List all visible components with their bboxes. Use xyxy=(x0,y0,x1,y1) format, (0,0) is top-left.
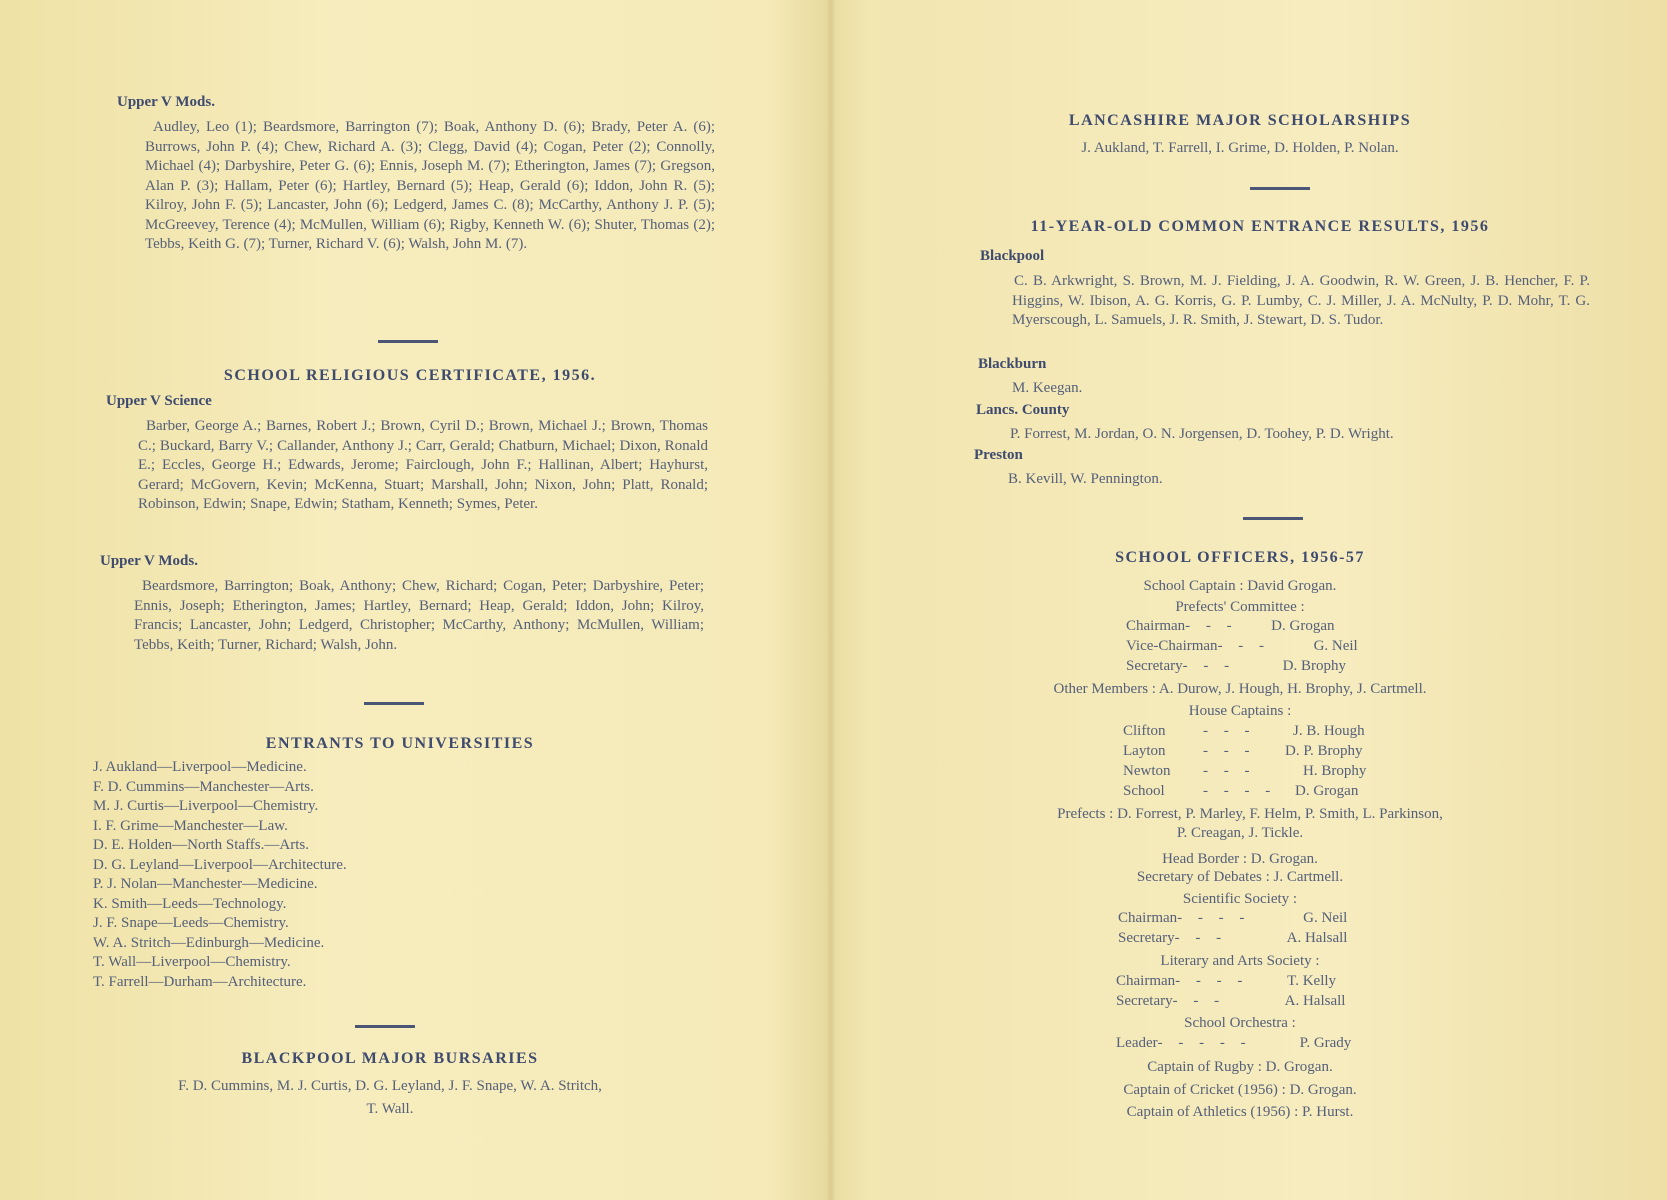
universities-list xyxy=(93,758,593,992)
list-item: T. Farrell—Durham—Architecture. xyxy=(93,973,307,990)
group-list-preston: B. Kevill, W. Pennington. xyxy=(1008,471,1163,487)
group-list-blackburn: M. Keegan. xyxy=(1012,380,1083,396)
house-captain-row: Clifton- - - J. B. Hough xyxy=(1123,723,1365,739)
list-item: T. Wall—Liverpool—Chemistry. xyxy=(93,954,291,970)
group-label-preston: Preston xyxy=(974,447,1023,463)
school-orchestra-heading: School Orchestra : xyxy=(1184,1015,1296,1031)
list-item: P. J. Nolan—Manchester—Medicine. xyxy=(93,876,318,892)
other-members: Other Members : A. Durow, J. Hough, H. Brophy, J. Cartmell. xyxy=(1053,681,1427,697)
upper-v-science-label: Upper V Science xyxy=(106,393,212,409)
captain-of-cricket: Captain of Cricket (1956) : D. Grogan. xyxy=(1123,1082,1357,1098)
scientific-secretary: Secretary- - - A. Halsall xyxy=(1118,930,1348,946)
committee-secretary: Secretary- - - D. Brophy xyxy=(1126,658,1346,674)
list-item: W. A. Stritch—Edinburgh—Medicine. xyxy=(93,934,325,951)
lancashire-heading: LANCASHIRE MAJOR SCHOLARSHIPS xyxy=(1068,112,1412,129)
upper-v-mods-results: Audley, Leo (1); Beardsmore, Barrington (7); Boak, Anthony D. (6); Brady, Peter A. (6); Burrows, John P. (4); Chew, Richard A. (3); Clegg, David (4); Cogan, Peter (2); Connolly, Michael (4); Darbyshire, Peter G. (6); Ennis, Joseph M. (7); Etherington, James (7); Gregson, Alan P. (3); Hallam, Peter (6); Hartley, Bernard (5); Heap, Gerald (6); Iddon, John R. (5); Kilroy, John F. (5); Lancaster, John (6); Ledgerd, James C. (8); McCarthy, Anthony J. P. (5); McGreevey, Terence (4); McMullen, William (6); Rigby, Kenneth W. (6); Shuter, Thomas (2); Tebbs, Keith G. (7); Turner, Richard V. (6); Walsh, John M. (7). xyxy=(145,119,715,252)
orchestra-leader: Leader- - - - - P. Grady xyxy=(1116,1035,1352,1051)
committee-vice-chairman: Vice-Chairman- - - G. Neil xyxy=(1126,638,1358,654)
bursaries-line-1: F. D. Cummins, M. J. Curtis, D. G. Leyland, J. F. Snape, W. A. Stritch, xyxy=(178,1078,602,1094)
school-officers-heading: SCHOOL OFFICERS, 1956-57 xyxy=(1115,549,1365,566)
list-item: D. G. Leyland—Liverpool—Architecture. xyxy=(93,856,347,873)
prefects-line-1: Prefects : D. Forrest, P. Marley, F. Helm, P. Smith, L. Parkinson, xyxy=(1057,806,1443,822)
house-captains-heading: House Captains : xyxy=(1188,703,1292,719)
prefects-line-2: P. Creagan, J. Tickle. xyxy=(1176,825,1304,841)
captain-of-athletics: Captain of Athletics (1956) : P. Hurst. xyxy=(1126,1104,1354,1120)
entrance-results-heading: 11-YEAR-OLD COMMON ENTRANCE RESULTS, 1956 xyxy=(1030,218,1490,235)
prefects-committee-heading: Prefects' Committee : xyxy=(1175,599,1305,615)
divider xyxy=(378,340,438,343)
bursaries-line-2: T. Wall. xyxy=(366,1101,414,1117)
lancashire-list: J. Aukland, T. Farrell, I. Grime, D. Holden, P. Nolan. xyxy=(1081,140,1399,156)
left-page xyxy=(0,0,830,1200)
upper-v-mods-label: Upper V Mods. xyxy=(117,94,215,110)
religious-certificate-heading: SCHOOL RELIGIOUS CERTIFICATE, 1956. xyxy=(223,367,597,384)
group-list-blackpool: C. B. Arkwright, S. Brown, M. J. Fielding, J. A. Goodwin, R. W. Green, J. B. Hencher, F. P. Higgins, W. Ibison, A. G. Korris, G. P. Lumby, C. J. Miller, J. A. McNulty, P. D. Mohr, T. G. Myerscough, L. Samuels, J. R. Smith, J. Stewart, D. S. Tudor. xyxy=(1012,273,1590,328)
literary-secretary: Secretary- - - A. Halsall xyxy=(1116,993,1346,1009)
list-item: D. E. Holden—North Staffs.—Arts. xyxy=(93,837,309,853)
list-item: I. F. Grime—Manchester—Law. xyxy=(93,817,288,834)
school-captain: School Captain : David Grogan. xyxy=(1143,578,1337,594)
group-list-lancs-county: P. Forrest, M. Jordan, O. N. Jorgensen, D. Toohey, P. D. Wright. xyxy=(1010,426,1394,442)
right-page xyxy=(840,0,1667,1200)
house-captain-row: Newton- - - H. Brophy xyxy=(1123,763,1367,779)
list-item: J. Aukland—Liverpool—Medicine. xyxy=(93,759,307,775)
group-label-blackburn: Blackburn xyxy=(978,356,1047,372)
captain-of-rugby: Captain of Rugby : D. Grogan. xyxy=(1147,1059,1333,1075)
secretary-of-debates: Secretary of Debates : J. Cartmell. xyxy=(1136,869,1344,885)
literary-chairman: Chairman- - - - T. Kelly xyxy=(1116,973,1337,989)
group-label-blackpool: Blackpool xyxy=(980,248,1045,264)
divider xyxy=(364,702,424,705)
head-border: Head Border : D. Grogan. xyxy=(1162,851,1318,867)
upper-v-mods-religious-list: Beardsmore, Barrington; Boak, Anthony; Chew, Richard; Cogan, Peter; Darbyshire, Peter; Ennis, Joseph; Etherington, James; Hartley, Bernard; Heap, Gerald; Iddon, John; Kilroy, Francis; Lancaster, John; Ledgerd, Christopher; McCarthy, Anthony; McMullen, William; Tebbs, Keith; Turner, Richard; Walsh, John. xyxy=(134,578,704,653)
list-item: K. Smith—Leeds—Technology. xyxy=(93,895,287,912)
scientific-society-heading: Scientific Society : xyxy=(1182,891,1298,907)
group-label-lancs-county: Lancs. County xyxy=(976,402,1070,418)
upper-v-science-list: Barber, George A.; Barnes, Robert J.; Brown, Cyril D.; Brown, Michael J.; Brown, Thomas C.; Buckard, Barry V.; Callander, Anthony J.; Carr, Gerald; Chatburn, Michael; Dixon, Ronald E.; Eccles, George H.; Edwards, Jerome; Fairclough, John F.; Hallinan, Albert; Hayhurst, Gerard; McGovern, Kevin; McKenna, Stuart; Marshall, John; Nixon, John; Platt, Ronald; Robinson, Edwin; Snape, Edwin; Statham, Kenneth; Symes, Peter. xyxy=(138,418,708,512)
bursaries-heading: BLACKPOOL MAJOR BURSARIES xyxy=(241,1050,539,1067)
divider xyxy=(1243,517,1303,520)
divider xyxy=(355,1025,415,1028)
scientific-chairman: Chairman- - - - G. Neil xyxy=(1118,910,1348,926)
list-item: J. F. Snape—Leeds—Chemistry. xyxy=(93,915,289,931)
list-item: F. D. Cummins—Manchester—Arts. xyxy=(93,778,314,795)
universities-heading: ENTRANTS TO UNIVERSITIES xyxy=(265,735,535,752)
list-item: M. J. Curtis—Liverpool—Chemistry. xyxy=(93,798,319,814)
house-captain-row: Layton - - -D. P. Brophy xyxy=(1123,743,1363,759)
upper-v-mods-religious-label: Upper V Mods. xyxy=(100,553,198,569)
literary-society-heading: Literary and Arts Society : xyxy=(1160,953,1320,969)
house-captain-row: School - - - -D. Grogan xyxy=(1123,783,1359,799)
committee-chairman: Chairman- - -D. Grogan xyxy=(1126,618,1335,634)
divider xyxy=(1250,187,1310,190)
